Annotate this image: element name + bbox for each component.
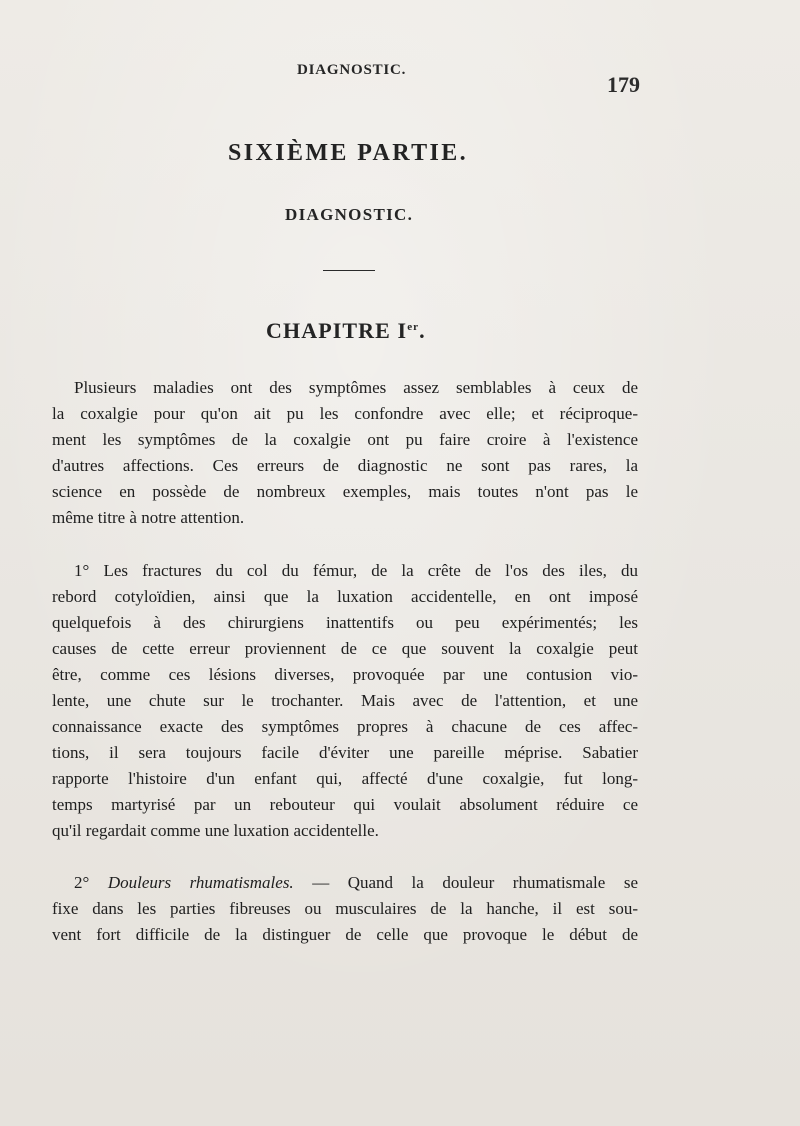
paragraph-2-line-11: qu'il regardait comme une luxation accidentelle. [52, 821, 379, 840]
paragraph-3-heading: Douleurs rhumatismales. [107, 873, 294, 892]
section-title: DIAGNOSTIC. [285, 205, 414, 224]
paragraph-2-line-8: tions, il sera toujours facile d'éviter une pareille méprise. Sabatier [52, 743, 638, 762]
chapter-title: CHAPITRE Ier. [266, 318, 426, 343]
paragraph-2 [52, 558, 638, 844]
paragraph-2-line-10: temps martyrisé par un rebouteur qui voulait absolument réduire ce [52, 795, 638, 814]
paragraph-2-line-3: quelquefois à des chirurgiens inattentifs ou peu expérimentés; les [52, 613, 638, 632]
paragraph-2-line-5: être, comme ces lésions diverses, provoquée par une contusion vio- [52, 665, 638, 684]
paragraph-2-line-1: 1° Les fractures du col du fémur, de la crête de l'os des iles, du [74, 561, 638, 580]
paragraph-2-line-2: rebord cotyloïdien, ainsi que la luxation accidentelle, en ont imposé [52, 587, 638, 606]
part-title: SIXIÈME PARTIE. [228, 140, 469, 166]
paragraph-1-line-2: la coxalgie pour qu'on ait pu les confondre avec elle; et réciproque- [52, 404, 638, 423]
paragraph-1-line-1: Plusieurs maladies ont des symptômes assez semblables à ceux de [74, 378, 638, 397]
paragraph-2-line-9: rapporte l'histoire d'un enfant qui, affecté d'une coxalgie, fut long- [52, 769, 638, 788]
paragraph-3-first-line-rest: — Quand la douleur rhumatismale se [312, 873, 638, 892]
paragraph-3 [52, 870, 638, 948]
paragraph-1-line-5: science en possède de nombreux exemples, mais toutes n'ont pas le [52, 482, 638, 501]
paragraph-1-line-4: d'autres affections. Ces erreurs de diagnostic ne sont pas rares, la [52, 456, 638, 475]
paragraph-3-line-3: vent fort difficile de la distinguer de celle que provoque le début de [52, 925, 638, 944]
paragraph-1 [52, 375, 638, 531]
paragraph-2-line-7: connaissance exacte des symptômes propres à chacune de ces affec- [52, 717, 638, 736]
paragraph-1-line-6: même titre à notre attention. [52, 508, 245, 527]
paragraph-2-line-6: lente, une chute sur le trochanter. Mais avec de l'attention, et une [52, 691, 638, 710]
chapter-title-main: CHAPITRE I [266, 318, 408, 343]
paragraph-3-number: 2° [74, 873, 90, 892]
paragraph-3-line-1 [52, 870, 638, 896]
paragraph-1-line-3: ment les symptômes de la coxalgie ont pu faire croire à l'existence [52, 430, 638, 449]
chapter-title-suffix: er [407, 321, 420, 333]
page-number: 179 [607, 72, 640, 97]
running-head: DIAGNOSTIC. [297, 62, 407, 78]
decorative-rule [323, 270, 375, 271]
paragraph-2-line-4: causes de cette erreur proviennent de ce que souvent la coxalgie peut [52, 639, 638, 658]
paragraph-3-line-2: fixe dans les parties fibreuses ou musculaires de la hanche, il est sou- [52, 899, 638, 918]
